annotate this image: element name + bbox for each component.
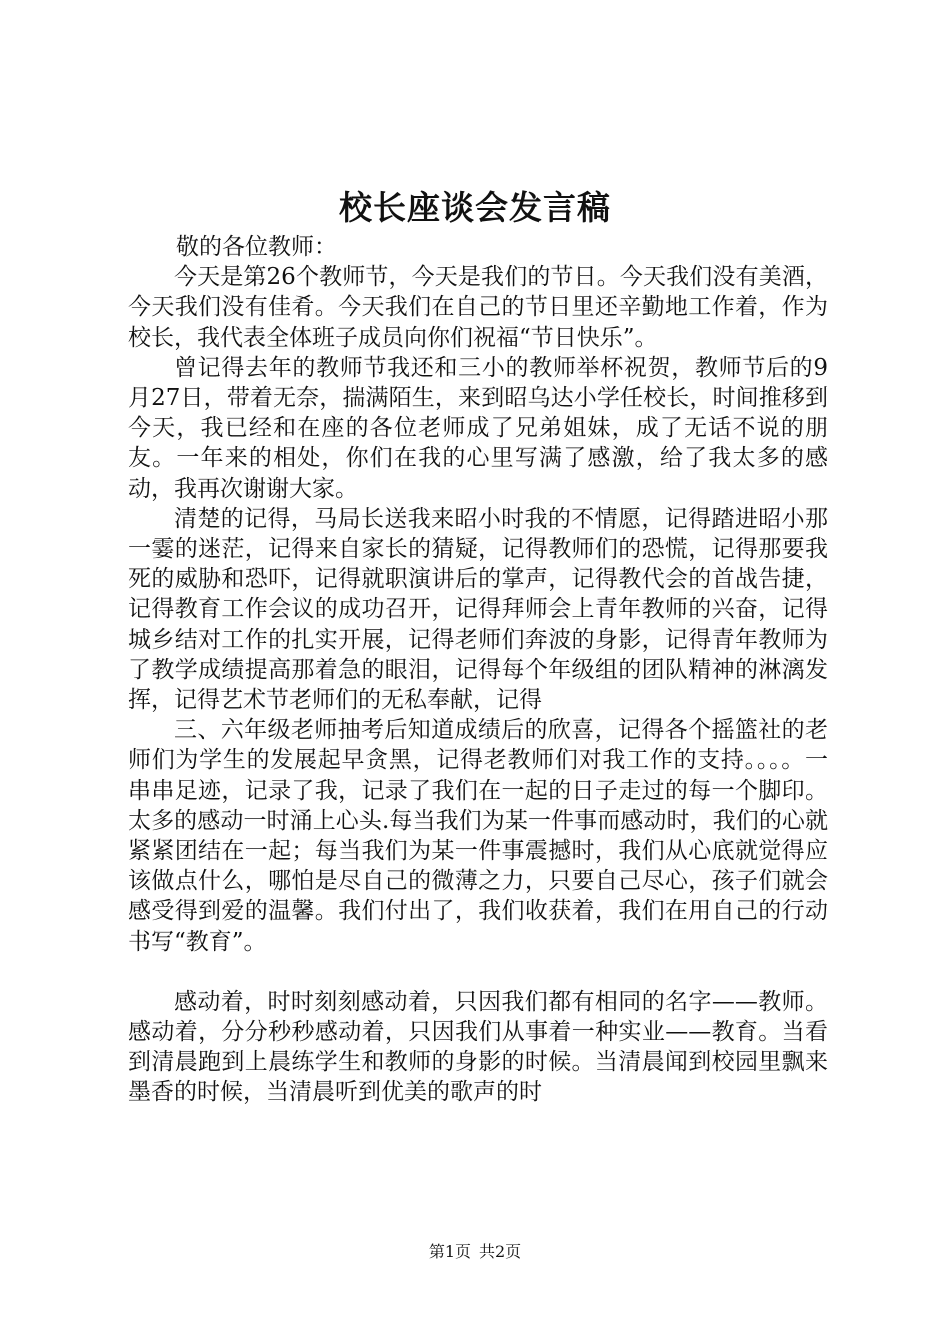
- greeting-line: 敬的各位教师：: [176, 234, 337, 260]
- document-title: 校长座谈会发言稿: [339, 188, 611, 227]
- paragraph: 感动着，时时刻刻感动着，只因我们都有相同的名字——教师。感动着，分分秒秒感动着，只因我们从事着一种实业——教育。当看到清晨跑到上晨练学生和教师的身影的时候。当清晨闻到校园里飘来墨香的时候，当清晨听到优美的歌声的时: [128, 988, 828, 1106]
- page-footer: [0, 1241, 950, 1263]
- page-number: 第1页: [428, 1242, 471, 1261]
- page-total: 共2页: [479, 1242, 522, 1261]
- paragraph: 曾记得去年的教师节我还和三小的教师举杯祝贺，教师节后的9月27日，带着无奈，揣满陌生，来到昭乌达小学任校长，时间推移到今天，我已经和在座的各位老师成了兄弟姐妹，成了无话不说的朋友。一年来的相处，你们在我的心里写满了感激，给了我太多的感动，我再次谢谢大家。: [128, 354, 828, 502]
- paragraph: 清楚的记得，马局长送我来昭小时我的不情愿，记得踏进昭小那一霎的迷茫，记得来自家长的猜疑，记得教师们的恐慌，记得那要我死的威胁和恐吓，记得就职演讲后的掌声，记得教代会的首战告捷，记得教育工作会议的成功召开，记得拜师会上青年教师的兴奋，记得城乡结对工作的扎实开展，记得老师们奔波的身影，记得青年教师为了教学成绩提高那着急的眼泪，记得每个年级组的团队精神的淋漓发挥，记得艺术节老师们的无私奉献，记得: [128, 505, 828, 714]
- paragraph: 三、六年级老师抽考后知道成绩后的欣喜，记得各个摇篮社的老师们为学生的发展起早贪黑，记得老教师们对我工作的支持。。。。一串串足迹，记录了我，记录了我们在一起的日子走过的每一个脚印。太多的感动一时涌上心头.每当我们为某一件事而感动时，我们的心就紧紧团结在一起；每当我们为某一件事震撼时，我们从心底就觉得应该做点什么，哪怕是尽自己的微薄之力，只要自己尽心，孩子们就会感受得到爱的温馨。我们付出了，我们收获着，我们在用自己的行动书写“教育”。: [128, 717, 828, 955]
- document-body: [128, 232, 828, 1108]
- paragraph: 今天是第26个教师节，今天是我们的节日。今天我们没有美酒，今天我们没有佳肴。今天我们在自己的节日里还辛勤地工作着，作为校长，我代表全体班子成员向你们祝福“节日快乐”。: [128, 264, 828, 351]
